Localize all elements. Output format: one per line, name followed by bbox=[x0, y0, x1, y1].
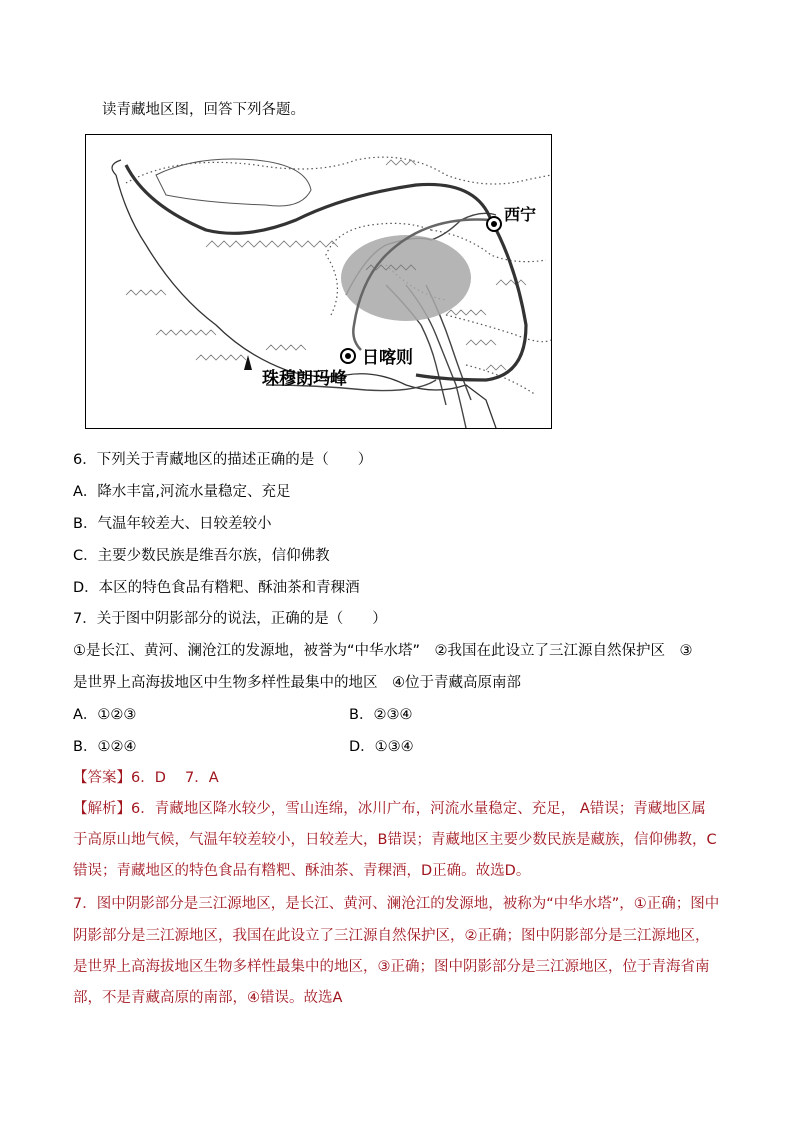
q7-option-c: B．①②④ bbox=[73, 739, 137, 755]
q7-statements-line-1: ①是长江、黄河、澜沧江的发源地，被誉为“中华水塔” ②我国在此设立了三江源自然保护区 ③ bbox=[73, 643, 693, 659]
analysis-line-2: 于高原山地气候，气温年较差较小，日较差大，B错误；青藏地区主要少数民族是藏族，信仰佛教，C bbox=[73, 832, 717, 848]
q6-option-d: D．本区的特色食品有糌粑、酥油茶和青稞酒 bbox=[73, 580, 360, 596]
map-drawing bbox=[86, 135, 551, 428]
question-6-stem: 6．下列关于青藏地区的描述正确的是（ ） bbox=[73, 452, 373, 468]
qinghai-tibet-map bbox=[85, 134, 552, 429]
question-7-stem: 7．关于图中阴影部分的说法，正确的是（ ） bbox=[73, 611, 387, 627]
rikaze-label: 日喀则 bbox=[362, 348, 413, 368]
q6-option-b: B．气温年较差大、日较差较小 bbox=[73, 516, 272, 532]
analysis-line-4: 7．图中阴影部分是三江源地区，是长江、黄河、澜沧江的发源地，被称为“中华水塔”，①正确；图中 bbox=[73, 896, 720, 912]
analysis-line-7: 部，不是青藏高原的南部，④错误。故选A bbox=[73, 990, 343, 1006]
analysis-line-6: 是世界上高海拔地区生物多样性最集中的地区，③正确；图中阴影部分是三江源地区，位于青海省南 bbox=[73, 959, 710, 975]
everest-label: 珠穆朗玛峰 bbox=[262, 369, 347, 389]
q7-option-b: B．②③④ bbox=[349, 707, 413, 723]
q7-option-d: D．①③④ bbox=[349, 739, 414, 755]
analysis-line-3: 错误；青藏地区的特色食品有糌粑、酥油茶、青稞酒，D正确。故选D。 bbox=[73, 863, 531, 879]
analysis-line-5: 阴影部分是三江源地区，我国在此设立了三江源自然保护区，②正确；图中阴影部分是三江源地区， bbox=[73, 928, 710, 944]
intro-text: 读青藏地区图，回答下列各题。 bbox=[102, 102, 305, 118]
q6-option-c: C．主要少数民族是维吾尔族，信仰佛教 bbox=[73, 548, 330, 564]
q7-statements-line-2: 是世界上高海拔地区中生物多样性最集中的地区 ④位于青藏高原南部 bbox=[73, 675, 521, 691]
q6-option-a: A．降水丰富,河流水量稳定、充足 bbox=[73, 484, 291, 500]
analysis-line-1: 【解析】6．青藏地区降水较少，雪山连绵，冰川广布，河流水量稳定、充足， A错误；青藏地区属 bbox=[73, 801, 706, 817]
xining-label: 西宁 bbox=[504, 205, 537, 224]
answer-line: 【答案】6．D 7．A bbox=[73, 770, 219, 786]
q7-option-a: A．①②③ bbox=[73, 707, 137, 723]
